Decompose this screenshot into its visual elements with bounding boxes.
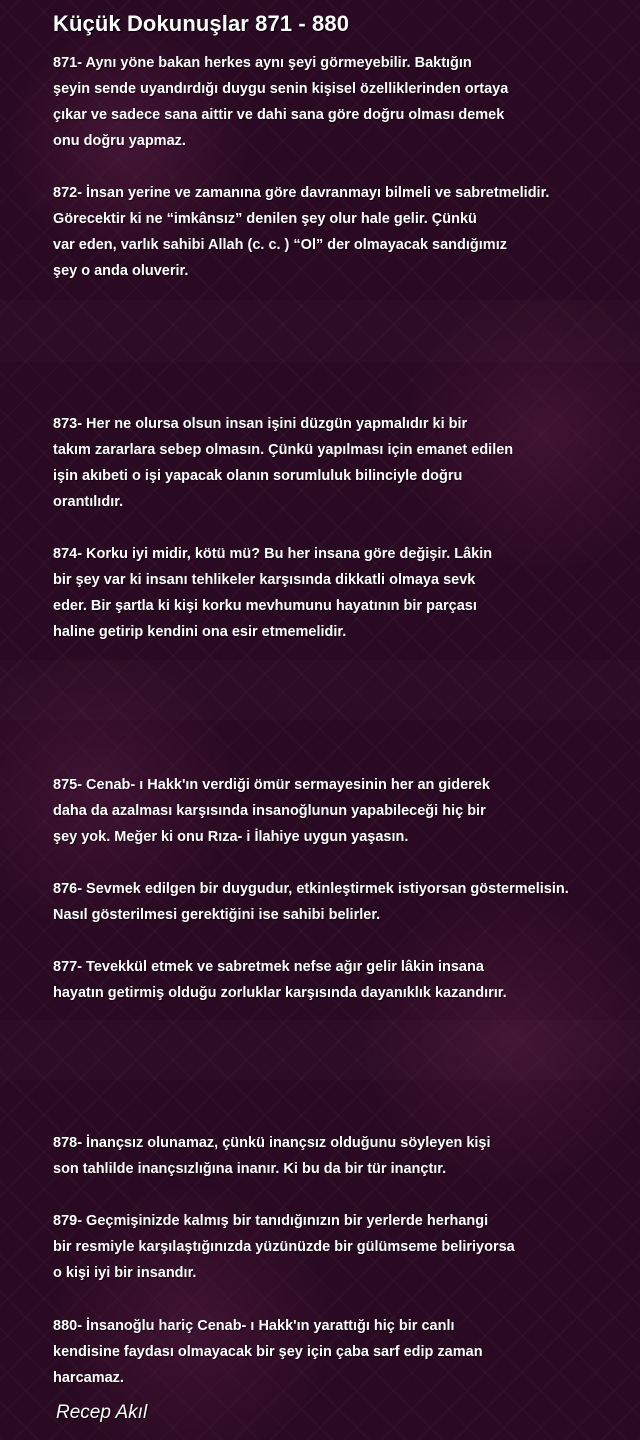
paragraph-875: 875- Cenab- ı Hakk'ın verdiği ömür sermayesinin her an giderek daha da azalması karşısında insanoğlunun yapabileceği hiç bir şey yok. Meğer ki onu Rıza- i İlahiye uygun yaşasın. xyxy=(53,777,490,845)
decorative-band xyxy=(0,1020,640,1080)
author-name: Recep Akıl xyxy=(56,1402,148,1423)
page-title: Küçük Dokunuşlar 871 - 880 xyxy=(53,11,350,36)
paragraph-872: 872- İnsan yerine ve zamanına göre davranmayı bilmeli ve sabretmelidir. Görecektir ki ne “imkânsız” denilen şey olur hale gelir. Çünkü var eden, varlık sahibi Allah (c. c. ) “Ol” der olmayacak sandığımız şey o anda oluverir. xyxy=(53,185,550,279)
paragraph-873: 873- Her ne olursa olsun insan işini düzgün yapmalıdır ki bir takım zararlara sebep olmasın. Çünkü yapılması için emanet edilen işin akıbeti o işi yapacak olanın sorumluluk bilinciyle doğru orantılıdır. xyxy=(53,416,514,510)
decorative-band xyxy=(0,660,640,720)
paragraph-878: 878- İnançsız olunamaz, çünkü inançsız olduğunu söyleyen kişi son tahlilde inançsızlığına inanır. Ki bu da bir tür inançtır. xyxy=(53,1135,491,1177)
paragraph-879: 879- Geçmişinizde kalmış bir tanıdığınızın bir yerlerde herhangi bir resmiyle karşılaştığınızda yüzünüzde bir gülümseme beliriyorsa o kişi iyi bir insandır. xyxy=(53,1213,515,1281)
paragraph-874: 874- Korku iyi midir, kötü mü? Bu her insana göre değişir. Lâkin bir şey var ki insanı tehlikeler karşısında dikkatli olmaya sevk eder. Bir şartla ki kişi korku mevhumunu hayatının bir parçası haline getirip kendini ona esir etmemelidir. xyxy=(53,546,493,640)
paragraph-876: 876- Sevmek edilgen bir duygudur, etkinleştirmek istiyorsan göstermelisin. Nasıl gösterilmesi gerektiğini ise sahibi belirler. xyxy=(53,881,569,923)
decorative-band xyxy=(0,300,640,362)
paragraph-871: 871- Aynı yöne bakan herkes aynı şeyi görmeyebilir. Baktığın şeyin sende uyandırdığı duygu senin kişisel özelliklerinden ortaya çıkar ve sadece sana aittir ve dahi sana göre doğru olması demek onu doğru yapmaz. xyxy=(53,55,509,149)
paragraph-877: 877- Tevekkül etmek ve sabretmek nefse ağır gelir lâkin insana hayatın getirmiş olduğu zorluklar karşısında dayanıklık kazandırır. xyxy=(53,959,507,1001)
paragraph-880: 880- İnsanoğlu hariç Cenab- ı Hakk'ın yarattığı hiç bir canlı kendisine faydası olmayacak bir şey için çaba sarf edip zaman harcamaz. xyxy=(53,1318,483,1386)
